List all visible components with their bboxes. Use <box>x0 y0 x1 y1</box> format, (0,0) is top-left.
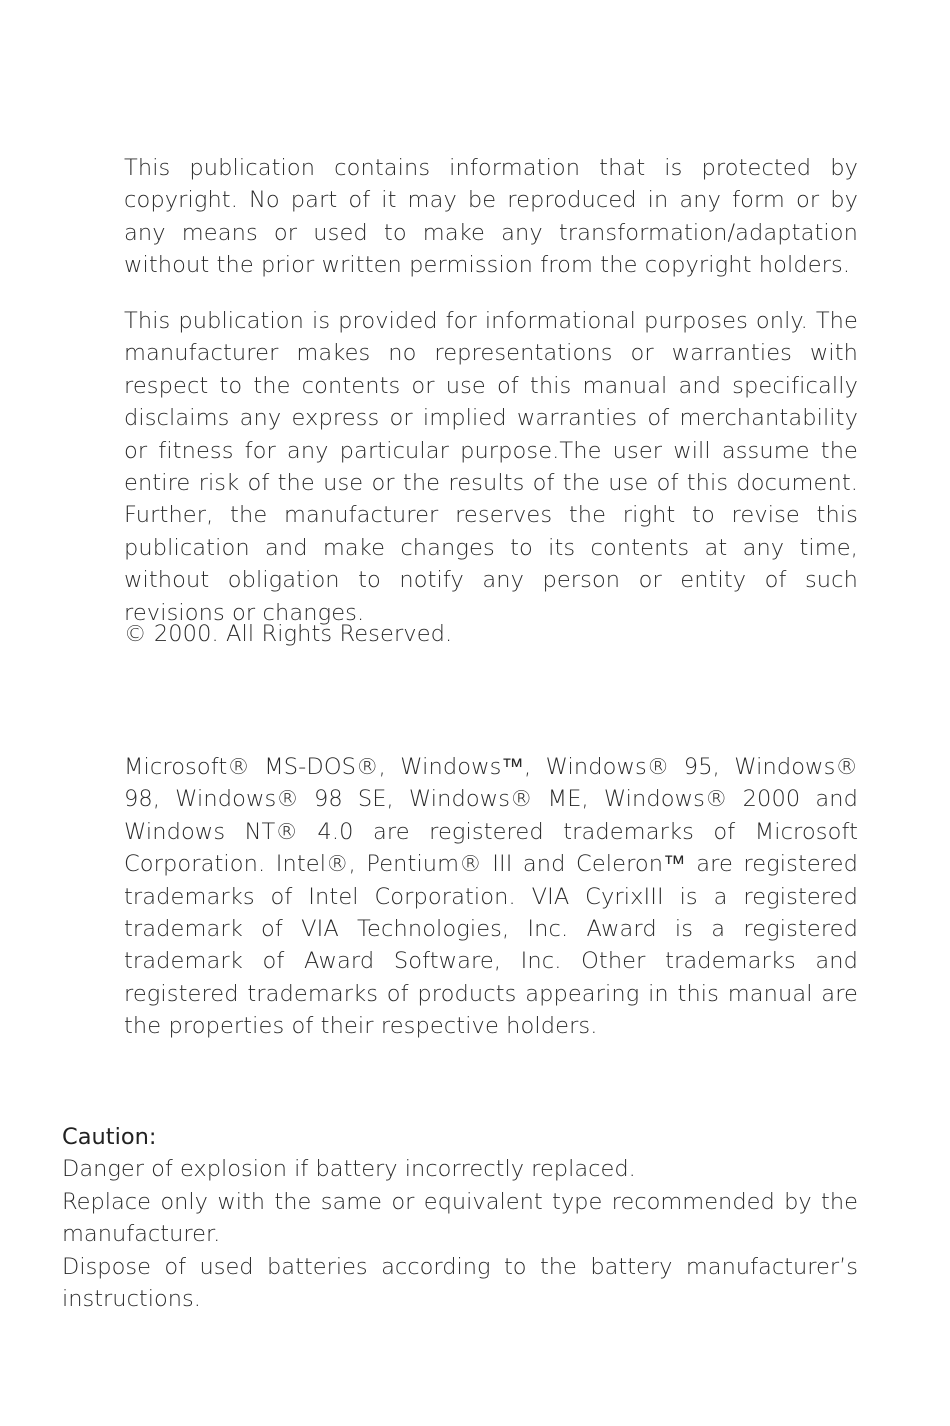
caution-line: Dispose of used batteries according to the battery manufacturer’s instructions. <box>62 1253 858 1313</box>
caution-line: Danger of explosion if battery incorrectly replaced. <box>62 1156 636 1183</box>
copyright-notice: This publication contains information that is protected by copyright. No part of it may be reproduced in any form or by any means or used to make any transformation/adaptation without the prior written permission from the copyright holders. <box>124 155 858 279</box>
caution-section <box>62 1121 858 1315</box>
rights-reserved: © 2000. All Rights Reserved. <box>124 621 453 647</box>
disclaimer: This publication is provided for informational purposes only. The manufacturer makes no representations or warranties with respect to the contents or use of this manual and specifically disclaims any express or implied warranties of merchantability or fitness for any particular purpose.The user will assume the entire risk of the use or the results of the use of this document. Further, the manufacturer reserves the right to revise this publication and make changes to its contents at any time, without obligation to notify any person or entity of such revisions or changes. <box>124 308 858 626</box>
trademarks-notice: Microsoft® MS-DOS®, Windows™, Windows® 95, Windows® 98, Windows® 98 SE, Windows® ME, Windows® 2000 and Windows NT® 4.0 are registered trademarks of Microsoft Corporation. Intel®, Pentium® III and Celeron™ are registered trademarks of Intel Corporation. VIA CyrixIII is a registered trademark of VIA Technologies, Inc. Award is a registered trademark of Award Software, Inc. Other trademarks and registered trademarks of products appearing in this manual are the properties of their respective holders. <box>124 754 858 1040</box>
caution-line: Replace only with the same or equivalent type recommended by the manufacturer. <box>62 1188 858 1248</box>
caution-heading: Caution: <box>62 1124 157 1150</box>
